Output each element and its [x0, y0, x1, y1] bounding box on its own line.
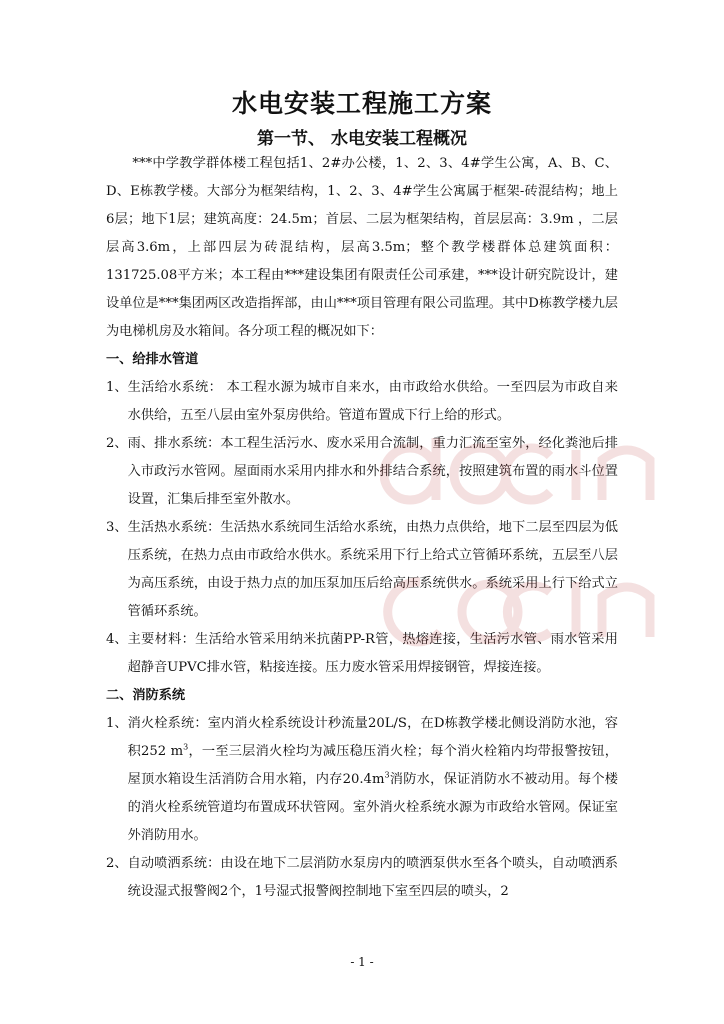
item-number: 4、 — [106, 632, 128, 647]
item-number: 3、 — [106, 520, 128, 535]
item-text: 主要材料：生活给水管采用纳米抗菌PP-R管，热熔连接，生活污水管、雨水管采用超静音UPVC排水管，粘接连接。压力废水管采用焊接钢管，焊接连接。 — [127, 632, 618, 675]
item-text-part: 消防水，保证消防水不被动用。每个楼的消火栓系统管道均布置成环状管网。室外消火栓系统水源为市政给水管网。保证室外消防用水。 — [127, 772, 618, 843]
item-text: 自动喷洒系统：由设在地下二层消防水泵房内的喷洒泵供水至各个喷头，自动喷洒系统设湿式报警阀2个，1号湿式报警阀控制地下室至四层的喷头，2 — [127, 856, 618, 899]
superscript: 3 — [384, 770, 390, 780]
list-item — [106, 430, 618, 514]
item-number: 1、 — [106, 716, 128, 731]
page-number: - 1 - — [350, 955, 374, 969]
item-text-part: ，一至三层消火栓均为减压稳压消火栓；每个消火栓箱内均带报警按钮，屋顶水箱设生活消防合用水箱，内存20.4m — [127, 744, 618, 787]
item-number: 2、 — [106, 436, 128, 451]
list-item — [106, 514, 618, 626]
section-heading-water: 一、给排水管道 — [106, 352, 199, 367]
list-item — [106, 850, 618, 906]
section-subtitle: 第一节、 水电安装工程概况 — [257, 129, 467, 149]
document-body — [106, 150, 618, 906]
item-text — [128, 710, 618, 850]
section-heading-fire: 二、消防系统 — [106, 688, 186, 703]
list-item — [106, 626, 618, 682]
list-item — [106, 374, 618, 430]
superscript: 3 — [183, 742, 189, 752]
item-number: 1、 — [106, 380, 128, 395]
item-number: 2、 — [106, 856, 128, 871]
item-text: 雨、排水系统：本工程生活污水、废水采用合流制，重力汇流至室外，经化粪池后排入市政污水管网。屋面雨水采用内排水和外排结合系统，按照建筑布置的雨水斗位置设置，汇集后排至室外散水。 — [127, 436, 618, 507]
item-text: 生活热水系统：生活热水系统同生活给水系统，由热力点供给，地下二层至四层为低压系统，在热力点由市政给水供水。系统采用下行上给式立管循环系统，五层至八层为高压系统，由设于热力点的加压泵加压后给高压系统供水。系统采用上行下给式立管循环系统。 — [127, 520, 618, 619]
item-text-part: 消火栓系统：室内消火栓系统设计秒流量20L/S，在D栋教学楼北侧设消防水池，容积252 m — [127, 716, 618, 759]
item-text: 生活给水系统： 本工程水源为城市自来水，由市政给水供给。一至四层为市政自来水供给，五至八层由室外泵房供给。管道布置成下行上给的形式。 — [127, 380, 618, 423]
list-item — [106, 710, 618, 850]
document-title: 水电安装工程施工方案 — [231, 89, 492, 118]
intro-paragraph: ***中学教学群体楼工程包括1、2#办公楼，1、2、3、4#学生公寓，A、B、C、D、E栋教学楼。大部分为框架结构，1、2、3、4#学生公寓属于框架-砖混结构；地上6层；地下1层；建筑高度：24.5m；首层、二层为框架结构，首层层高：3.9m ，二层层高3.6m，上部四层为砖混结构，层高3.5m；整个教学楼群体总建筑面积：131725.08平方米；本工程由***建设集团有限责任公司承建，***设计研究院设计，建设单位是***集团两区改造指挥部，由山***项目管理有限公司监理。其中D栋教学楼九层为电梯机房及水箱间。各分项工程的概况如下： — [106, 156, 618, 339]
